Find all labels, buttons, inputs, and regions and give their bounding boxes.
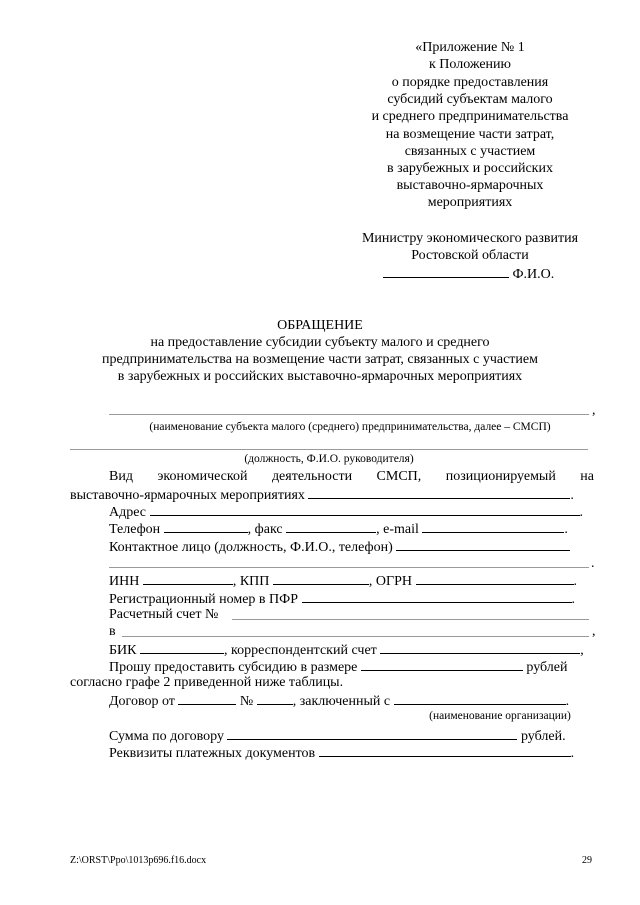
account-field[interactable] — [232, 619, 589, 620]
requisites-row — [109, 743, 574, 762]
pfr-field[interactable] — [302, 589, 572, 603]
addressee-line: Министру экономического развития — [361, 231, 579, 246]
email-label: , e-mail — [376, 522, 419, 537]
bank-field[interactable] — [122, 636, 589, 637]
request-line-2: согласно графе 2 приведенной ниже таблицы. — [70, 675, 344, 690]
inn-row — [109, 571, 577, 590]
appendix-line: связанных с участием — [404, 144, 536, 159]
kpp-field[interactable] — [273, 571, 369, 585]
subject-caption: (наименование субъекта малого (среднего) предпринимательства, далее – СМСП) — [149, 421, 551, 433]
request-label: Прошу предоставить субсидию в размере — [109, 660, 358, 675]
address-field[interactable] — [150, 502, 580, 516]
contacts-row — [109, 519, 568, 538]
director-field[interactable] — [70, 449, 588, 450]
fax-field[interactable] — [286, 519, 376, 533]
dot: . — [591, 556, 595, 571]
fio-label: Ф.И.О. — [512, 267, 555, 282]
dot: . — [573, 574, 578, 589]
activity-word: деятельности — [271, 469, 353, 484]
fax-label: , факс — [247, 522, 283, 537]
contract-number-field[interactable] — [257, 691, 293, 705]
subject-name-field[interactable] — [109, 414, 589, 415]
contact-label: Контактное лицо (должность, Ф.И.О., телефон) — [109, 540, 393, 555]
rubles-label: рублей — [526, 660, 568, 675]
title-heading: ОБРАЩЕНИЕ — [277, 318, 363, 333]
inn-label: ИНН — [109, 574, 140, 589]
appendix-line: в зарубежных и российских — [387, 161, 553, 176]
requisites-field[interactable] — [319, 743, 571, 757]
address-label: Адрес — [109, 505, 147, 520]
appendix-line: о порядке предоставления — [391, 75, 549, 90]
contract-row — [109, 691, 569, 710]
requisites-label: Реквизиты платежных документов — [109, 746, 316, 761]
dot: . — [570, 746, 575, 761]
organization-field[interactable] — [394, 691, 566, 705]
phone-field[interactable] — [164, 519, 248, 533]
contact-field[interactable] — [396, 537, 570, 551]
appendix-line: и среднего предпринимательства — [371, 109, 569, 124]
email-field[interactable] — [422, 519, 564, 533]
phone-label: Телефон — [109, 522, 161, 537]
subsidy-amount-field[interactable] — [361, 657, 523, 671]
dot: . — [564, 522, 568, 537]
subject-comma: , — [592, 403, 596, 418]
activity-line — [109, 468, 594, 485]
addressee-fio — [383, 264, 554, 283]
corr-label: , корреспондентский счет — [224, 643, 377, 658]
ogrn-label: , ОГРН — [368, 574, 413, 589]
appendix-line: субсидий субъектам малого — [387, 92, 553, 107]
comma: , — [580, 643, 584, 658]
contract-date-label: Договор от — [109, 694, 175, 709]
comma: , — [592, 624, 596, 639]
appendix-line: выставочно-ярмарочных — [396, 178, 544, 193]
title-line: в зарубежных и российских выставочно-ярмарочных мероприятиях — [117, 369, 523, 384]
ogrn-field[interactable] — [416, 571, 574, 585]
contact-person-row — [109, 537, 570, 556]
dot: . — [565, 694, 570, 709]
appendix-line: к Положению — [428, 57, 511, 72]
inn-field[interactable] — [143, 571, 233, 585]
activity-word: на — [580, 469, 594, 484]
organization-caption: (наименование организации) — [429, 710, 571, 722]
account-row — [109, 606, 218, 623]
activity-word: Вид — [109, 469, 133, 484]
appendix-line: мероприятиях — [427, 195, 513, 210]
sum-label: Сумма по договору — [109, 729, 224, 744]
sum-field[interactable] — [227, 726, 517, 740]
footer-path: Z:\ORST\Ppo\1013p696.f16.docx — [70, 855, 207, 866]
rubles-label: рублей. — [520, 729, 566, 744]
contract-number-label: № — [239, 694, 254, 709]
contact-field-cont[interactable] — [109, 567, 589, 568]
contract-date-field[interactable] — [178, 691, 236, 705]
activity-word: экономической — [157, 469, 248, 484]
dot: . — [570, 488, 574, 503]
activity-label: выставочно-ярмарочных мероприятиях — [70, 488, 305, 503]
page-number: 29 — [582, 855, 592, 866]
activity-word: СМСП, — [376, 469, 422, 484]
pfr-label: Регистрационный номер в ПФР — [109, 592, 298, 607]
bank-row — [109, 623, 116, 640]
bik-field[interactable] — [140, 640, 224, 654]
director-caption: (должность, Ф.И.О. руководителя) — [244, 453, 414, 465]
bank-label: в — [109, 624, 116, 639]
dot: . — [571, 592, 575, 607]
activity-word: позиционируемый — [445, 469, 556, 484]
corr-field[interactable] — [380, 640, 580, 654]
fio-field[interactable] — [383, 264, 509, 278]
appendix-line: «Приложение № 1 — [415, 40, 525, 55]
title-line: на предоставление субсидии субъекту малого и среднего — [150, 335, 490, 350]
addressee-line: Ростовской области — [411, 248, 529, 263]
account-label: Расчетный счет № — [109, 607, 219, 622]
title-line: предпринимательства на возмещение части затрат, связанных с участием — [102, 352, 538, 367]
dot: . — [579, 505, 584, 520]
bik-label: БИК — [109, 643, 137, 658]
kpp-label: , КПП — [232, 574, 270, 589]
concluded-label: , заключенный с — [292, 694, 391, 709]
activity-field[interactable] — [308, 485, 570, 499]
appendix-line: на возмещение части затрат, — [385, 127, 555, 142]
